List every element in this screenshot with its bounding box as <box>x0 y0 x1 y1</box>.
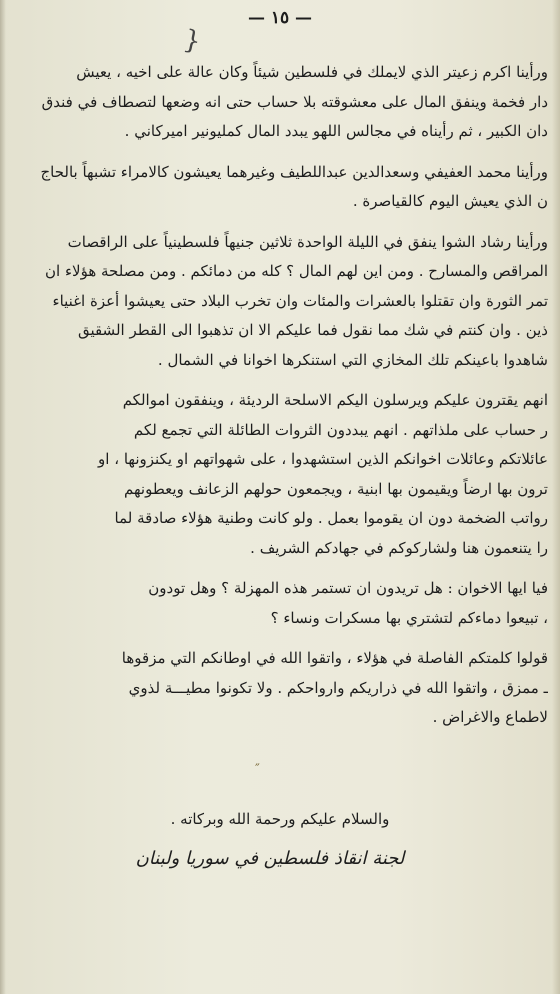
text-line: فيا ايها الاخوان : هل تريدون ان تستمر هذه المهزلة ؟ وهل تودون <box>148 579 548 597</box>
paragraph-2 <box>0 158 548 217</box>
text-line: ورأينا اكرم زعيتر الذي لايملك في فلسطين شيئاً وكان عالة على اخيه ، يعيش <box>76 63 548 81</box>
closing-salutation: والسلام عليكم ورحمة الله وبركاته . <box>170 810 390 828</box>
text-line: ورأينا رشاد الشوا ينفق في الليلة الواحدة ثلاثين جنيهاً فلسطينياً على الراقصات <box>67 232 548 251</box>
page-number: — ١٥ — <box>247 8 313 28</box>
text-line: ر حساب على ملذاتهم . انهم يبددون الثروات الطائلة التي تجمع لكم <box>133 420 548 439</box>
text-line: ورأينا محمد العفيفي وسعدالدين عبداللطيف وغيرهما يعيشون كالامراء تشبهاً بالحاج <box>40 162 548 181</box>
pencil-bracket-mark: } <box>181 24 204 58</box>
text-line: ترون بها ارضاً ويقيمون بها ابنية ، ويجمعون حولهم الزعانف ويعطونهم <box>124 479 548 498</box>
paragraph-3 <box>0 228 548 376</box>
text-line: ذين . وان كنتم في شك مما نقول فما عليكم الا ان تذهبوا الى القطر الشقيق <box>77 321 548 339</box>
body-text <box>0 58 548 744</box>
text-line: ، تبيعوا دماءكم لتشتري بها مسكرات ونساء ؟ <box>270 608 548 627</box>
text-line: را يتنعمون هنا ولشاركوكم في جهادكم الشريف . <box>250 538 548 557</box>
paragraph-1 <box>0 58 548 147</box>
signature: لجنة انقاذ فلسطين في سوريا ولبنان <box>135 848 405 869</box>
text-line: تمر الثورة وان تقتلوا بالعشرات والمئات وان تخرب البلاد حتى يعيشوا أعزة اغنياء <box>52 291 548 310</box>
text-line: شاهدوا باعينكم تلك المخازي التي استنكرها اخوانا في الشمال . <box>157 350 548 369</box>
text-line: لاطماع والاغراض . <box>432 708 548 726</box>
text-line: عائلاتكم وعائلات اخوانكم الذين استشهدوا ، على شهواتهم او يكنزونها ، او <box>98 450 548 468</box>
text-line: المراقص والمسارح . ومن اين لهم المال ؟ كله من دمائكم . ومن مصلحة هؤلاء ان <box>45 262 548 280</box>
text-line: ـ ممزق ، واتقوا الله في ذراريكم وارواحكم . ولا تكونوا مطيـــة لذوي <box>128 678 548 697</box>
paragraph-5 <box>0 574 548 633</box>
faint-pencil-mark: ″ <box>255 762 260 777</box>
text-line: ن الذي يعيش اليوم كالقياصرة . <box>352 192 548 210</box>
page-edge-shadow-right <box>552 0 560 994</box>
text-line: دان الكبير ، ثم رأيناه في مجالس اللهو يبدد المال كمليونير اميركاني . <box>124 122 548 140</box>
text-line: دار فخمة وينفق المال على معشوقته بلا حساب حتى انه وضعها لتصطاف في فندق <box>41 92 548 111</box>
text-line: رواتب الضخمة دون ان يقوموا بعمل . ولو كانت وطنية هؤلاء صادقة لما <box>114 509 548 527</box>
paragraph-4 <box>0 386 548 563</box>
paragraph-6 <box>0 644 548 733</box>
text-line: قولوا كلمتكم الفاصلة في هؤلاء ، واتقوا الله في اوطانكم التي مزقوها <box>121 649 548 667</box>
text-line: انهم يقترون عليكم ويرسلون اليكم الاسلحة الرديئة ، وينفقون اموالكم <box>122 391 548 409</box>
